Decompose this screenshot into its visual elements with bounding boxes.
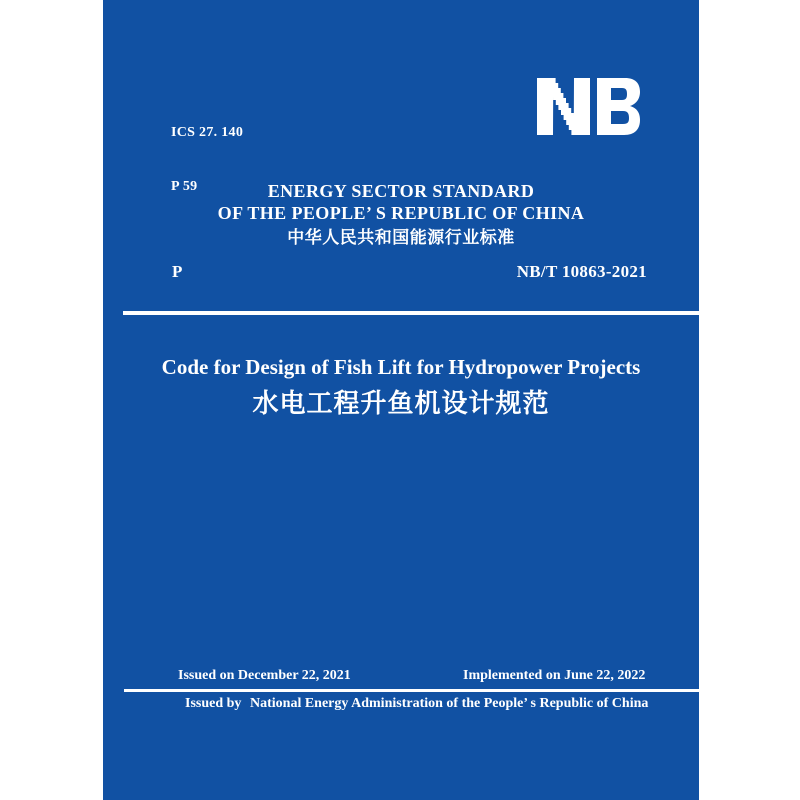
org-name-en-line2: OF THE PEOPLE’ S REPUBLIC OF CHINA: [217, 203, 585, 223]
implemented-date: Implemented on June 22, 2022: [463, 668, 646, 683]
standard-number: NB/T 10863-2021: [516, 262, 647, 281]
nb-logo-graphic: [537, 78, 640, 135]
class-letter: P: [172, 262, 183, 281]
issued-by-authority: National Energy Administration of the People’ s Republic of China: [250, 696, 649, 711]
nb-logo: [537, 78, 640, 135]
standard-cover: [103, 0, 699, 800]
issued-date: Issued on December 22, 2021: [178, 668, 351, 683]
org-name-en-line1: ENERGY SECTOR STANDARD: [267, 181, 535, 201]
org-name-cn: 中华人民共和国能源行业标准: [287, 228, 515, 248]
classification-code: P 59: [171, 179, 198, 194]
header-divider-line: [123, 311, 699, 315]
ics-code: ICS 27. 140: [171, 125, 244, 140]
footer-divider-line: [124, 689, 699, 692]
standard-title-en: Code for Design of Fish Lift for Hydropower Projects: [161, 355, 641, 379]
standard-org-block: [103, 180, 699, 249]
standard-title-cn: 水电工程升鱼机设计规范: [252, 389, 550, 419]
issued-by-label: Issued by: [185, 696, 242, 711]
